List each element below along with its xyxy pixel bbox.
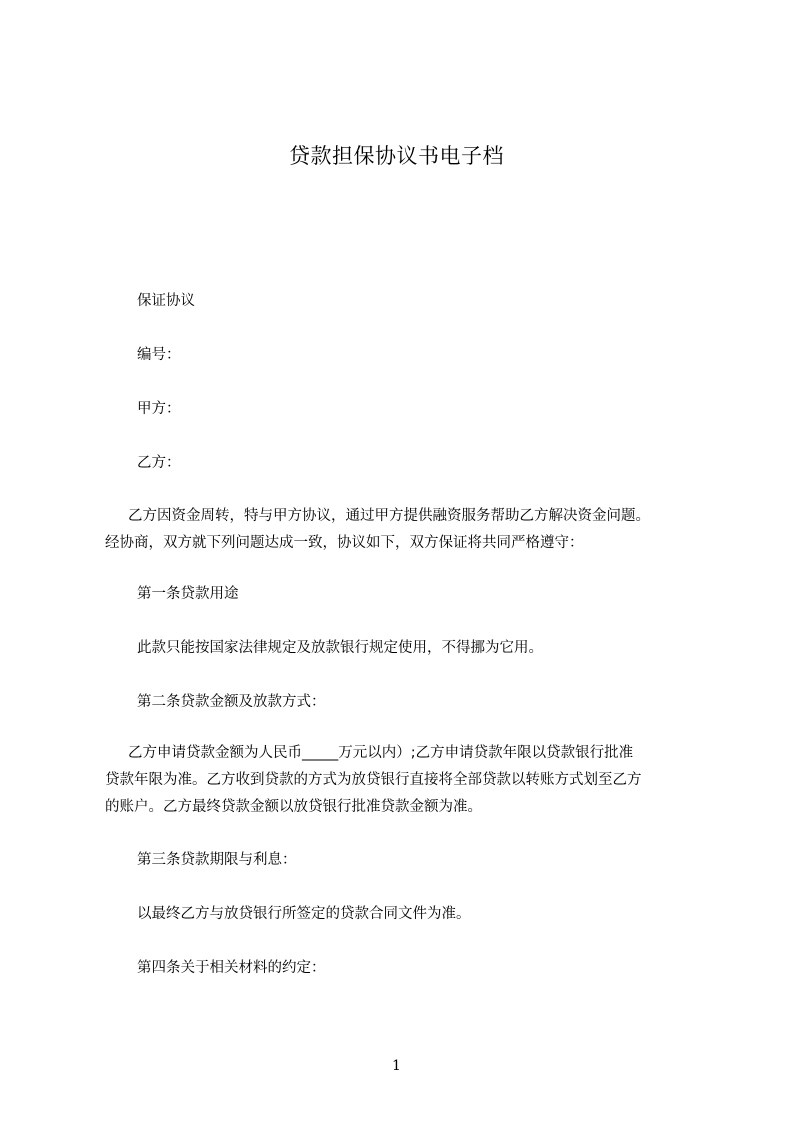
article-3-heading: 第三条贷款期限与利息：: [137, 852, 297, 868]
page-number: 1: [392, 1058, 401, 1074]
article-2-row-1: 乙方申请贷款金额为人民币_____万元以内）;乙方申请贷款年限以贷款银行批准: [128, 745, 634, 761]
article-1-body: 此款只能按国家法律规定及放款银行规定使用，不得挪为它用。: [137, 640, 543, 656]
article-4-heading: 第四条关于相关材料的约定：: [137, 960, 326, 976]
article-3-body: 以最终乙方与放贷银行所签定的贷款合同文件为准。: [137, 906, 471, 922]
article-2-heading: 第二条贷款金额及放款方式：: [137, 694, 326, 710]
article-1-heading: 第一条贷款用途: [137, 586, 239, 602]
article-2-paragraph: [105, 740, 748, 821]
intro-paragraph: [105, 503, 748, 557]
article-2-row-2: 贷款年限为准。乙方收到贷款的方式为放贷银行直接将全部贷款以转账方式划至乙方: [105, 772, 642, 788]
intro-row-2: 经协商，双方就下列问题达成一致，协议如下，双方保证将共同严格遵守：: [105, 535, 584, 551]
party-a-label: 甲方：: [137, 401, 181, 417]
number-label: 编号：: [137, 347, 181, 363]
agreement-heading: 保证协议: [137, 293, 195, 309]
article-2-row-3: 的账户。乙方最终贷款金额以放贷银行批准贷款金额为准。: [105, 799, 482, 815]
party-b-label: 乙方：: [137, 455, 181, 471]
intro-row-1: 乙方因资金周转，特与甲方协议，通过甲方提供融资服务帮助乙方解决资金问题。: [128, 508, 650, 524]
document-title: 贷款担保协议书电子档: [289, 144, 504, 168]
